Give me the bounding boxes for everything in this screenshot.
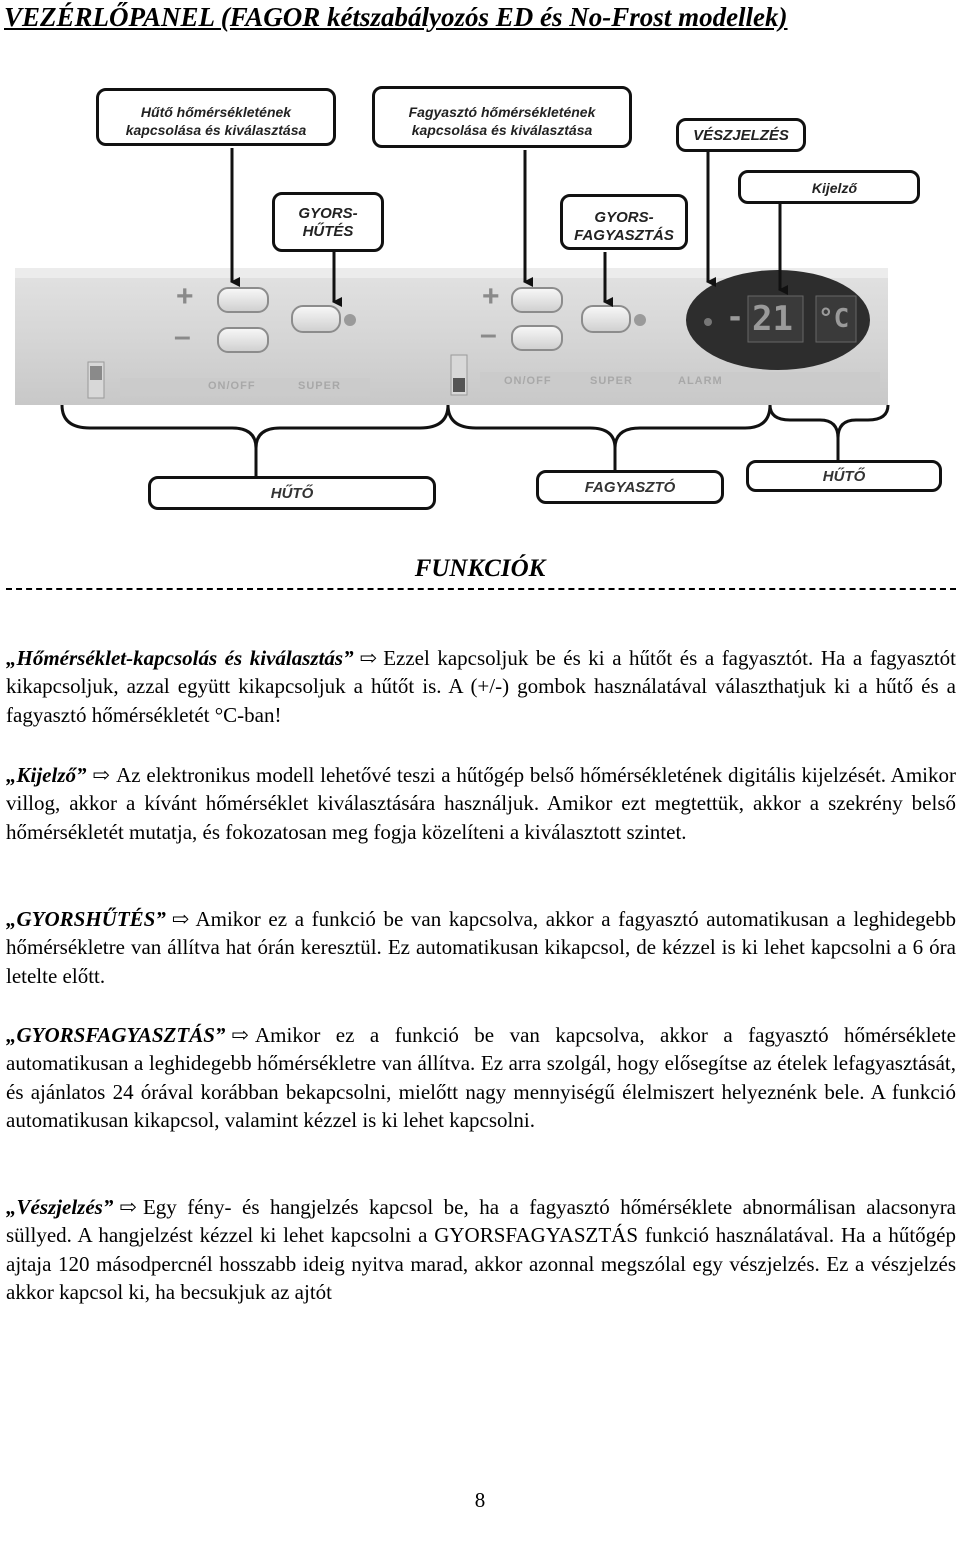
paragraph-quick-cool-line-2: automatikusan a leghidegebb hőmérsékletre van állítva hat órán keresztül. Ez automatikusan xyxy=(6,907,956,960)
paragraph-alarm-line-5: egy vészjelzés. Ez a vészjelzés akkor kapcsol ki, ha becsukjuk az ajtót xyxy=(6,1251,957,1304)
display-indicator-led xyxy=(704,318,712,326)
paragraph-display-line-4: a kiválasztott szintet. xyxy=(509,819,687,844)
paragraph-display-head: „Kijelző” xyxy=(6,763,87,787)
paragraph-quick-freeze xyxy=(6,1021,956,1134)
paragraph-alarm-head: „Vészjelzés” xyxy=(6,1195,114,1219)
callout-alarm-text: VÉSZJELZÉS xyxy=(693,127,789,144)
paragraph-quick-freeze-line-4: mennyiségű élelmiszert helyeznénk bele. A funkció automatikusan kikapcsol, valamint kézzel xyxy=(6,1079,956,1132)
paragraph-display-line-2: kijelzését. Amikor villog, akkor a kívánt hőmérséklet kiválasztására használjuk. Amikor ezt xyxy=(6,763,957,816)
arrow-right-icon: ⇨ xyxy=(92,763,111,787)
arrow-right-icon: ⇨ xyxy=(231,1023,250,1047)
freezer-super-button xyxy=(582,306,630,332)
paragraph-quick-cool-line-1: Amikor ez a funkció be van kapcsolva, akkor a fagyasztó xyxy=(195,907,699,931)
paragraph-display-line-3: megtettük, akkor a szekrény belső hőmérsékletét mutatja, és fokozatosan meg fogja közelíteni xyxy=(6,791,957,844)
callout-quick-cool xyxy=(272,192,384,252)
fridge-onoff-label: ON/OFF xyxy=(208,380,256,392)
arrow-right-icon: ⇨ xyxy=(119,1195,137,1219)
paragraph-temperature-head: „Hőmérséklet-kapcsolás és kiválasztás” xyxy=(6,646,354,670)
paragraph-quick-freeze-head: „GYORSFAGYASZTÁS” xyxy=(6,1023,226,1047)
fridge-plus-button xyxy=(218,288,268,312)
callout-display-text: Kijelző xyxy=(811,180,857,196)
label-fridge-right-text: HŰTŐ xyxy=(822,468,866,485)
fridge-minus-button xyxy=(218,328,268,352)
freezer-onoff-switch-knob xyxy=(453,378,465,392)
arrow-right-icon: ⇨ xyxy=(171,907,190,931)
paragraph-display-line-1: Az elektronikus modell lehetővé teszi a hűtőgép belső hőmérsékletének digitális xyxy=(116,763,796,787)
page-title: VEZÉRLŐPANEL (FAGOR kétszabályozós ED és No-Frost modellek) xyxy=(4,2,788,32)
callout-quick-freeze-line-1: GYORS- xyxy=(594,209,654,226)
paragraph-quick-freeze-line-1: Amikor ez a funkció be van kapcsolva, akkor a fagyasztó xyxy=(255,1023,829,1047)
paragraph-temperature-line-3: használatával választhatjuk ki a hűtő és a fagyasztó hőmérsékletét °C-ban! xyxy=(6,674,956,727)
brace-display xyxy=(770,405,888,438)
label-freezer-text: FAGYASZTÓ xyxy=(584,479,676,496)
fridge-super-label: SUPER xyxy=(298,380,341,392)
display-dash: - xyxy=(726,300,745,335)
callout-fridge-temp-line-1: Hűtő hőmérsékletének xyxy=(140,104,292,120)
paragraph-quick-cool-line-3: kikapcsol, de kézzel is ki lehet kapcsolni a 6 óra letelte előtt. xyxy=(6,935,956,988)
paragraph-alarm-line-4: Ha a hűtőgép ajtaja 120 másodpercnél hosszabb ideig nyitva marad, akkor azonnal megszólal xyxy=(6,1223,957,1276)
callout-quick-cool-line-2: HŰTÉS xyxy=(302,223,354,240)
paragraph-display xyxy=(6,761,956,846)
paragraph-quick-cool-head: „GYORSHŰTÉS” xyxy=(6,907,166,931)
callout-fridge-temp-line-2: kapcsolása és kiválasztása xyxy=(125,122,307,138)
paragraph-quick-freeze-line-3: elősegítse az ételek lefagyasztását, és ajánlatos 24 órával korábban bekapcsolni, mielőtt nagy xyxy=(6,1051,956,1104)
callout-freezer-temp xyxy=(372,86,632,148)
paragraph-alarm-line-2: abnormálisan alacsonyra süllyed. A hangjelzést kézzel ki lehet kapcsolni a xyxy=(6,1195,957,1248)
display-value: 21 xyxy=(752,299,793,339)
callout-freezer-temp-line-1: Fagyasztó hőmérsékletének xyxy=(408,104,596,120)
functions-heading: FUNKCIÓK xyxy=(414,555,546,582)
paragraph-alarm-line-3: GYORSFAGYASZTÁS funkció használatával. xyxy=(434,1223,835,1248)
label-freezer xyxy=(536,470,724,504)
freezer-super-label: SUPER xyxy=(590,375,633,387)
label-fridge xyxy=(148,476,436,510)
paragraph-quick-freeze-line-2: hőmérséklete automatikusan a leghidegebb hőmérsékletre van állítva. Ez arra szolgál, hogy xyxy=(6,1023,956,1076)
paragraph-temperature-line-1: Ezzel kapcsoljuk be és ki a hűtőt és a fagyasztót. xyxy=(383,646,814,670)
paragraph-alarm xyxy=(6,1193,956,1306)
freezer-super-led xyxy=(634,314,646,326)
callout-quick-freeze xyxy=(560,194,688,250)
paragraph-quick-cool xyxy=(6,905,956,990)
paragraph-alarm-line-1: Egy fény- és hangjelzés kapcsol be, ha a fagyasztó hőmérséklete xyxy=(142,1195,733,1219)
callout-alarm xyxy=(676,118,806,152)
paragraph-temperature-line-2: Ha a fagyasztót kikapcsoljuk, azzal együtt kikapcsoljuk a hűtőt is. A (+/-) gombok xyxy=(6,646,957,699)
brace-freezer xyxy=(448,405,770,448)
label-fridge-right xyxy=(746,460,942,492)
callout-freezer-temp-line-2: kapcsolása és kiválasztása xyxy=(411,122,593,138)
paragraph-quick-freeze-line-5: is ki lehet kapcsolni. xyxy=(362,1107,535,1132)
callout-fridge-temp xyxy=(96,88,336,146)
fridge-super-button xyxy=(292,306,340,332)
fridge-onoff-switch-knob xyxy=(90,366,102,380)
page-number: 8 xyxy=(474,1488,486,1512)
freezer-plus-sign: + xyxy=(482,280,500,313)
brace-fridge xyxy=(62,405,448,448)
callout-display xyxy=(738,170,920,204)
callout-quick-freeze-line-2: FAGYASZTÁS xyxy=(574,227,674,244)
fridge-super-led xyxy=(344,314,356,326)
arrow-right-icon: ⇨ xyxy=(359,646,378,670)
control-panel-diagram xyxy=(0,0,960,540)
freezer-minus-sign: – xyxy=(480,318,497,351)
label-fridge-text: HŰTŐ xyxy=(270,485,314,502)
freezer-onoff-label: ON/OFF xyxy=(504,375,552,387)
freezer-plus-button xyxy=(512,288,562,312)
callout-quick-cool-line-1: GYORS- xyxy=(298,205,358,222)
freezer-minus-button xyxy=(512,326,562,350)
display-unit: °C xyxy=(818,304,850,334)
freezer-alarm-label: ALARM xyxy=(678,375,723,387)
fridge-minus-sign: – xyxy=(174,320,191,353)
paragraph-temperature xyxy=(6,644,956,729)
fridge-plus-sign: + xyxy=(176,280,194,313)
dashed-separator xyxy=(6,588,956,590)
